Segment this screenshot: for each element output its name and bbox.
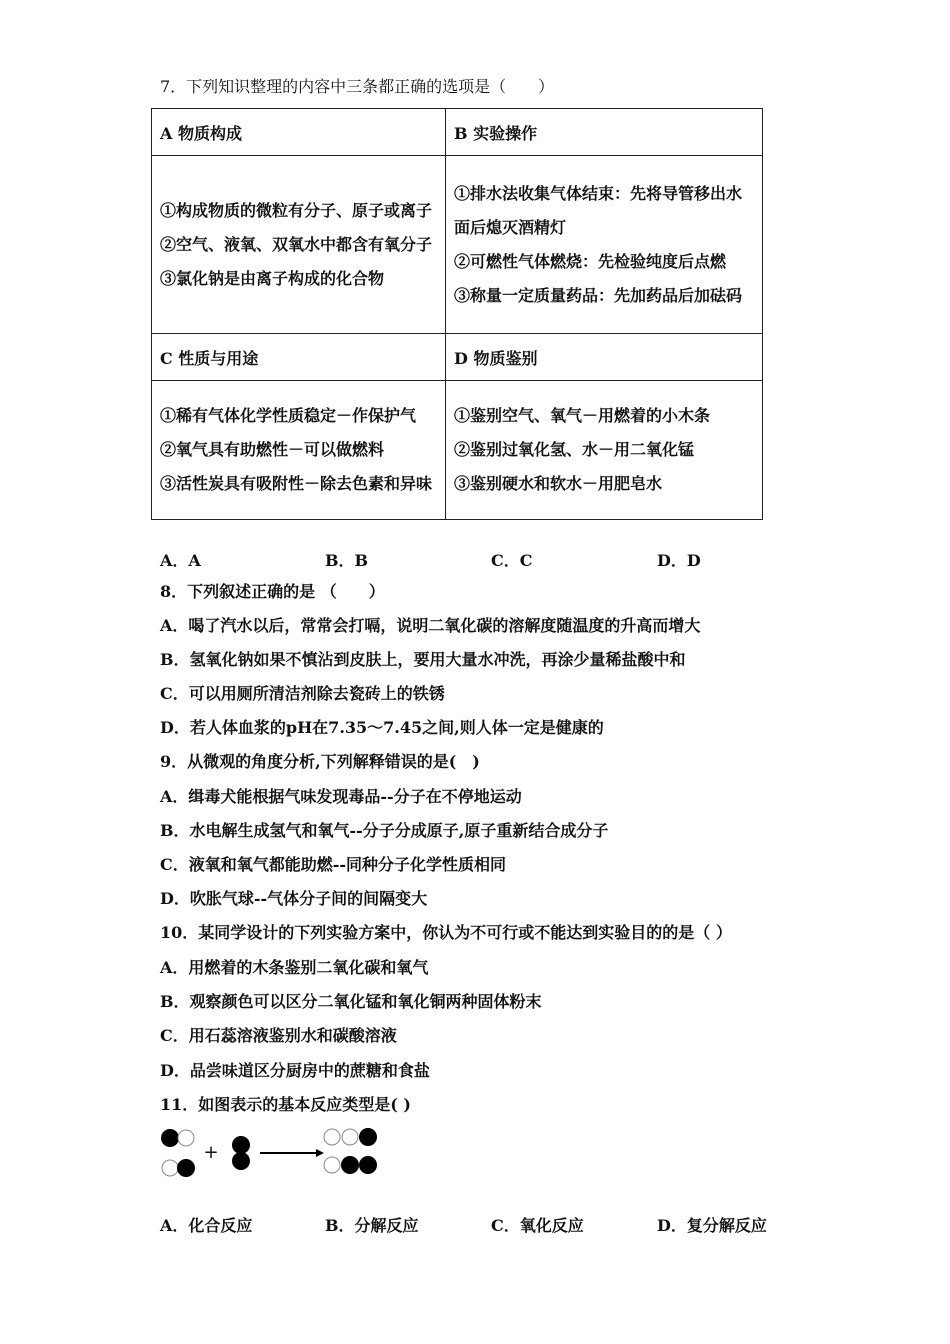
table-b-line: ③称量一定质量药品：先加药品后加砝码 (454, 285, 743, 305)
table-c-line: ①稀有气体化学性质稳定－作保护气 (160, 406, 417, 425)
q7-option-d[interactable]: D．D (657, 551, 701, 570)
q10-option-b[interactable]: B．观察颜色可以区分二氧化锰和氧化铜两种固体粉末 (160, 992, 542, 1011)
table-cell-d (446, 381, 763, 520)
table-d-line: ②鉴别过氧化氢、水－用二氧化锰 (454, 440, 695, 459)
q11-option-c[interactable]: C．氧化反应 (491, 1216, 584, 1235)
q8-option-d[interactable]: D．若人体血浆的pH在7.35～7.45之间,则人体一定是健康的 (160, 718, 604, 737)
table-header-c: C 性质与用途 (152, 334, 446, 381)
q7-option-c[interactable]: C．C (491, 551, 533, 570)
q9-option-a[interactable]: A．缉毒犬能根据气味发现毒品--分子在不停地运动 (160, 787, 522, 806)
q10-option-c[interactable]: C．用石蕊溶液鉴别水和碳酸溶液 (160, 1026, 397, 1045)
plus-sign: + (203, 1142, 219, 1163)
reactant-molecule (161, 1129, 195, 1177)
table-header-d: D 物质鉴别 (446, 334, 763, 381)
table-d-line: ①鉴别空气、氧气－用燃着的小木条 (454, 406, 711, 425)
q11-stem: 11．如图表示的基本反应类型是( ) (160, 1095, 411, 1114)
q10-option-d[interactable]: D．品尝味道区分厨房中的蔗糖和食盐 (160, 1061, 430, 1080)
table-cell-b (446, 156, 763, 334)
q8-option-a[interactable]: A．喝了汽水以后，常常会打嗝，说明二氧化碳的溶解度随温度的升高而增大 (160, 616, 701, 635)
q9-option-d[interactable]: D．吹胀气球--气体分子间的间隔变大 (160, 889, 428, 908)
product-molecules (324, 1128, 377, 1174)
q10-stem: 10．某同学设计的下列实验方案中，你认为不可行或不能达到实验目的的是（ ） (160, 923, 732, 942)
table-cell-a (152, 156, 446, 334)
q8-option-c[interactable]: C．可以用厕所清洁剂除去瓷砖上的铁锈 (160, 684, 445, 703)
reactant-element (232, 1136, 250, 1170)
q11-option-b[interactable]: B．分解反应 (325, 1216, 419, 1235)
table-header-b: B 实验操作 (446, 109, 763, 156)
table-cell-c (152, 381, 446, 520)
q9-stem: 9．从微观的角度分析,下列解释错误的是( ) (160, 752, 480, 771)
table-c-line: ②氧气具有助燃性－可以做燃料 (160, 440, 385, 459)
q8-option-b[interactable]: B．氢氧化钠如果不慎沾到皮肤上，要用大量水冲洗，再涂少量稀盐酸中和 (160, 650, 686, 669)
table-b-line: ②可燃性气体燃烧：先检验纯度后点燃 (454, 251, 727, 271)
table-header-a: A 物质构成 (152, 109, 446, 156)
table-a-line: ①构成物质的微粒有分子、原子或离子 (160, 200, 433, 220)
table-b-line: ①排水法收集气体结束：先将导管移出水面后熄灭酒精灯 (454, 183, 743, 237)
q10-option-a[interactable]: A．用燃着的木条鉴别二氧化碳和氧气 (160, 958, 429, 977)
q8-stem: 8．下列叙述正确的是 （ ） (160, 582, 385, 601)
q7-knowledge-table (151, 108, 763, 520)
table-a-line: ③氯化钠是由离子构成的化合物 (160, 268, 385, 288)
q9-option-b[interactable]: B．水电解生成氢气和氧气--分子分成原子,原子重新结合成分子 (160, 821, 609, 840)
reaction-arrow-icon (260, 1149, 324, 1157)
q11-option-a[interactable]: A．化合反应 (160, 1216, 253, 1235)
q11-option-d[interactable]: D．复分解反应 (657, 1216, 767, 1235)
q7-option-a[interactable]: A．A (160, 551, 201, 570)
table-d-line: ③鉴别硬水和软水－用肥皂水 (454, 474, 663, 493)
table-a-line: ②空气、液氧、双氧水中都含有氧分子 (160, 234, 433, 254)
table-c-line: ③活性炭具有吸附性－除去色素和异味 (160, 474, 433, 493)
q7-option-b[interactable]: B．B (325, 551, 369, 570)
reaction-diagram (158, 1124, 398, 1184)
q7-stem: 7．下列知识整理的内容中三条都正确的选项是（ ） (160, 77, 555, 96)
q9-option-c[interactable]: C．液氧和氧气都能助燃--同种分子化学性质相同 (160, 855, 507, 874)
